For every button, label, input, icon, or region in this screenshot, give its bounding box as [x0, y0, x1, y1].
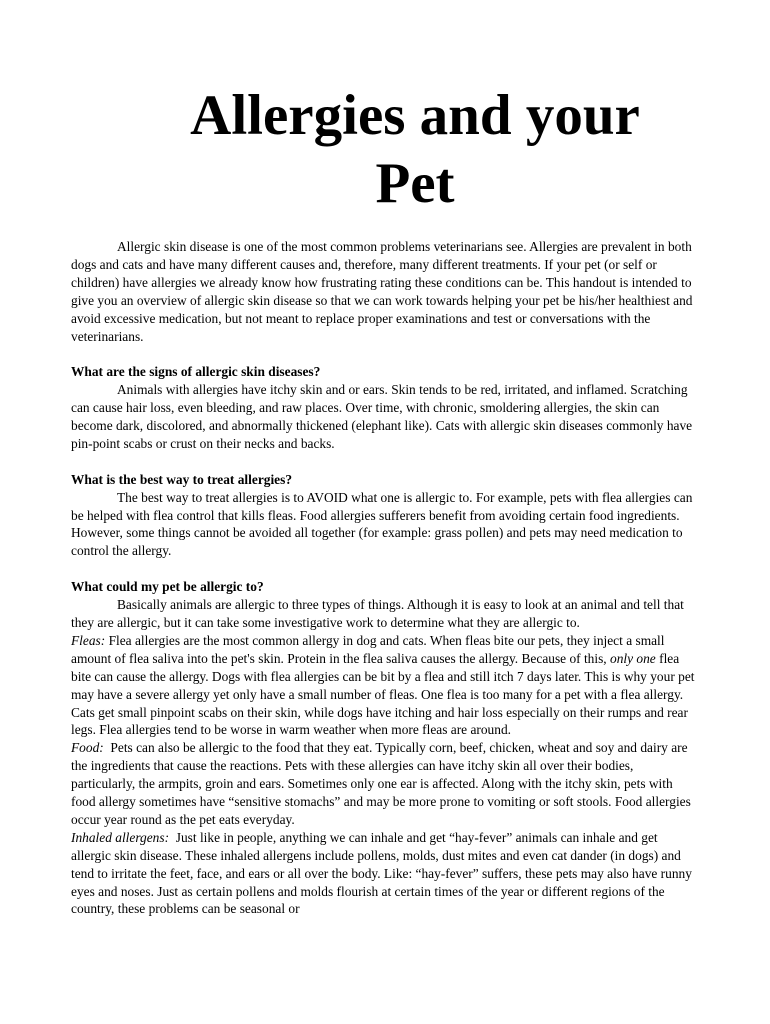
section-text-allergic-to: Basically animals are allergic to three types of things. Although it is easy to look at an animal and tell that they are allergic, but it can take some investigative work to determine what they are allergic to. — [71, 597, 684, 630]
document-page — [71, 82, 697, 918]
section-text-treat: The best way to treat allergies is to AVOID what one is allergic to. For example, pets with flea allergies can be helped with flea control that kills fleas. Food allergies sufferers benefit from avoiding certain food ingredients. However, some things cannot be avoided all together (for example: grass pollen) and pets may need medication to control the allergy. — [71, 489, 693, 559]
document-body — [71, 238, 697, 918]
inhaled-text: Just like in people, anything we can inhale and get “hay-fever” animals can inhale and get allergic skin disease. These inhaled allergens include pollens, molds, dust mites and even cat dander (in dogs) and tend to irritate the feet, face, and ears or all over the body. Like: “hay-fever” suffers, these pets may also have runny eyes and noses. Just as certain pollens and molds flourish at certain times of the year or different regions of the country, these problems can be seasonal or — [71, 829, 696, 917]
section-text-signs: Animals with allergies have itchy skin and or ears. Skin tends to be red, irritated, and inflamed. Scratching can cause hair loss, even bleeding, and raw places. Over time, with chronic, smoldering allergies, the skin can become dark, discolored, and abnormally thickened (elephant like). Cats with allergic skin diseases commonly have pin-point scabs or crust on their necks and backs. — [71, 382, 693, 451]
food-label: Food: — [71, 740, 104, 756]
title-line-1: Allergies and your — [190, 84, 640, 147]
paragraph-gap — [71, 453, 697, 471]
paragraph-gap — [71, 345, 697, 363]
paragraph-gap — [71, 560, 697, 578]
section-heading-allergic-to: What could my pet be allergic to? — [71, 579, 264, 595]
document-title — [71, 82, 697, 218]
section-heading-treat: What is the best way to treat allergies? — [71, 471, 293, 487]
fleas-text-a: Flea allergies are the most common allergy in dog and cats. When fleas bite our pets, they inject a small amount of flea saliva into the pet's skin. Protein in the flea saliva causes the allergy. Because of this, — [71, 632, 665, 666]
food-paragraph — [71, 739, 697, 829]
fleas-text-b: flea bite can cause the allergy. Dogs with flea allergies can be bit by a flea and still itch 7 days later. This is why your pet may have a severe allergy yet only have a small number of fleas. One flea is too many for a pet with a flea allergy. Cats get small pinpoint scabs on their skin, while dogs have itching and hair loss especially on their rumps and rear legs. Flea allergies tend to be worse in warm weather when more fleas are around. — [71, 650, 695, 738]
fleas-label: Fleas: — [71, 632, 106, 648]
fleas-emphasis: only one — [610, 650, 656, 666]
inhaled-paragraph — [71, 829, 697, 919]
food-text: Pets can also be allergic to the food that they eat. Typically corn, beef, chicken, wheat and soy and dairy are the ingredients that cause the reactions. Pets with these allergies can have itchy skin all over their bodies, particularly, the armpits, groin and ears. Sometimes only one ear is affected. Along with the itchy skin, pets with food allergy sometimes have “sensitive stomachs” and may be more prone to vomiting or soft stools. Food allergies occur year round as the pet eats everyday. — [71, 740, 695, 827]
inhaled-label: Inhaled allergens: — [71, 829, 170, 845]
fleas-paragraph — [71, 632, 697, 739]
section-heading-signs: What are the signs of allergic skin diseases? — [71, 364, 321, 380]
title-line-2: Pet — [375, 152, 455, 215]
intro-paragraph: Allergic skin disease is one of the most common problems veterinarians see. Allergies are prevalent in both dogs and cats and have many different causes and, therefore, many different treatments. If your pet (or self or children) have allergies we already know how frustrating rating these conditions can be. This handout is intended to give you an overview of allergic skin disease so that we can work towards helping your pet be his/her healthiest and avoid excessive medication, but not meant to replace proper examinations and test or conversations with the veterinarians. — [71, 239, 693, 344]
